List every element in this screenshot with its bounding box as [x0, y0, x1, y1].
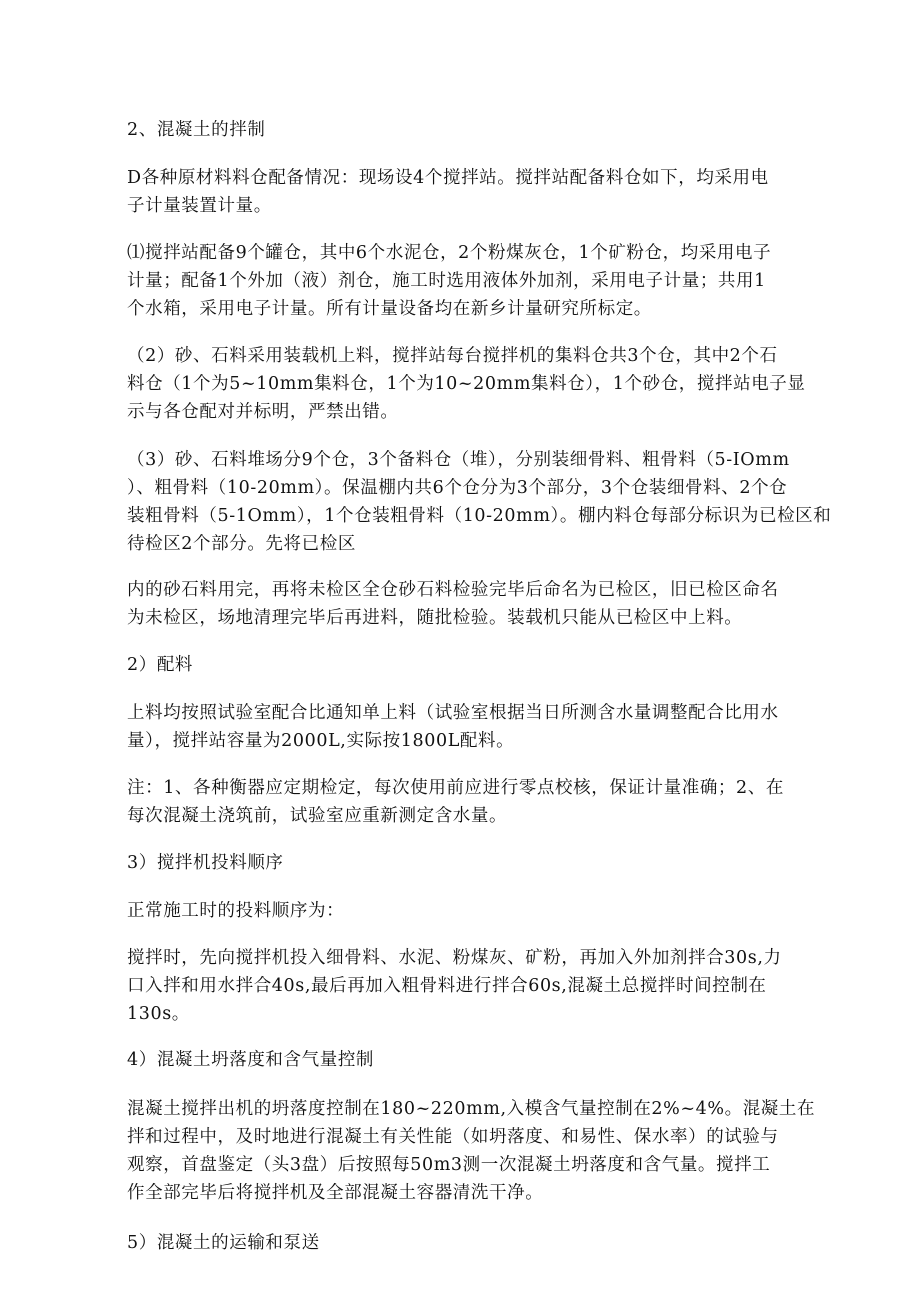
text-line: 口入拌和用水拌合40s,最后再加入粗骨料进行拌合60s,混凝土总搅拌时间控制在: [127, 976, 767, 996]
text-line: 正常施工时的投料顺序为：: [127, 901, 345, 921]
paragraph: [127, 342, 807, 426]
text-line: 料仓（1个为5~10mm集料仓，1个为10~20mm集料仓），1个砂仓，搅拌站电子显: [127, 374, 806, 394]
text-line: 量），搅拌站容量为2000L,实际按1800L配料。: [127, 731, 515, 751]
text-line: 计量；配备1个外加（液）剂仓，施工时选用液体外加剂，采用电子计量；共用1: [127, 271, 766, 291]
text-line: 2）配料: [127, 655, 194, 675]
paragraph: [127, 1095, 816, 1207]
text-line: （3）砂、石料堆场分9个仓，3个备料仓（堆），分别装细骨料、粗骨料（5-IOmm: [127, 450, 790, 470]
paragraph: [127, 239, 807, 323]
section-heading: [127, 849, 807, 877]
text-line: 130s。: [127, 1004, 190, 1024]
text-line: 观察，首盘鉴定（头3盘）后按照每50m3测一次混凝土坍落度和含气量。搅拌工: [127, 1155, 771, 1175]
text-line: 子计量装置计量。: [127, 196, 272, 216]
text-line: 4）混凝土坍落度和含气量控制: [127, 1050, 375, 1070]
text-line: D各种原材料料仓配备情况：现场设4个搅拌站。搅拌站配备料仓如下，均采用电: [127, 168, 769, 188]
text-line: 混凝土搅拌出机的坍落度控制在180~220mm,入模含气量控制在2%~4%。混凝土在: [127, 1099, 816, 1119]
text-line: 作全部完毕后将搅拌机及全部混凝土容器清洗干净。: [127, 1183, 544, 1203]
text-line: 注：1、各种衡器应定期检定，每次使用前应进行零点校核，保证计量准确；2、在: [127, 778, 784, 798]
text-line: 装粗骨料（5-1Omm），1个仓装粗骨料（10-20mm）。棚内料仓每部分标识为已检区和: [127, 506, 832, 526]
text-line: （2）砂、石料采用装载机上料，搅拌站每台搅拌机的集料仓共3个仓，其中2个石: [127, 346, 778, 366]
paragraph: [127, 164, 807, 220]
text-line: 个水箱，采用电子计量。所有计量设备均在新乡计量研究所标定。: [127, 299, 652, 319]
section-heading: [127, 1229, 807, 1257]
text-line: ）、粗骨料（10-20mm）。保温棚内共6个仓分为3个部分，3个仓装细骨料、2个仓: [127, 478, 788, 498]
text-line: 拌和过程中，及时地进行混凝土有关性能（如坍落度、和易性、保水率）的试验与: [127, 1127, 779, 1147]
text-line: 待检区2个部分。先将已检区: [127, 534, 356, 554]
text-line: 上料均按照试验室配合比通知单上料（试验室根据当日所测含水量调整配合比用水: [127, 703, 779, 723]
text-line: 3）搅拌机投料顺序: [127, 853, 284, 873]
paragraph: [127, 944, 807, 1028]
text-line: 示与各仓配对并标明，严禁出错。: [127, 402, 399, 422]
text-line: 2、混凝土的拌制: [127, 120, 266, 140]
paragraph: [127, 897, 807, 925]
text-line: 内的砂石料用完，再将未检区全仓砂石料检验完毕后命名为已检区，旧已检区命名: [127, 580, 779, 600]
section-heading: [127, 116, 807, 144]
text-line: 为未检区，场地清理完毕后再进料，随批检验。装载机只能从已检区中上料。: [127, 608, 743, 628]
section-heading: [127, 1046, 807, 1074]
paragraph: [127, 446, 832, 558]
paragraph: [127, 699, 807, 755]
paragraph: [127, 576, 807, 632]
text-line: ⑴搅拌站配备9个罐仓，其中6个水泥仓，2个粉煤灰仓，1个矿粉仓，均采用电子: [127, 243, 772, 263]
text-line: 5）混凝土的运输和泵送: [127, 1233, 320, 1253]
text-line: 每次混凝土浇筑前，试验室应重新测定含水量。: [127, 806, 508, 826]
paragraph: [127, 774, 807, 830]
text-line: 搅拌时，先向搅拌机投入细骨料、水泥、粉煤灰、矿粉，再加入外加剂拌合30s,力: [127, 948, 782, 968]
section-heading: [127, 651, 807, 679]
